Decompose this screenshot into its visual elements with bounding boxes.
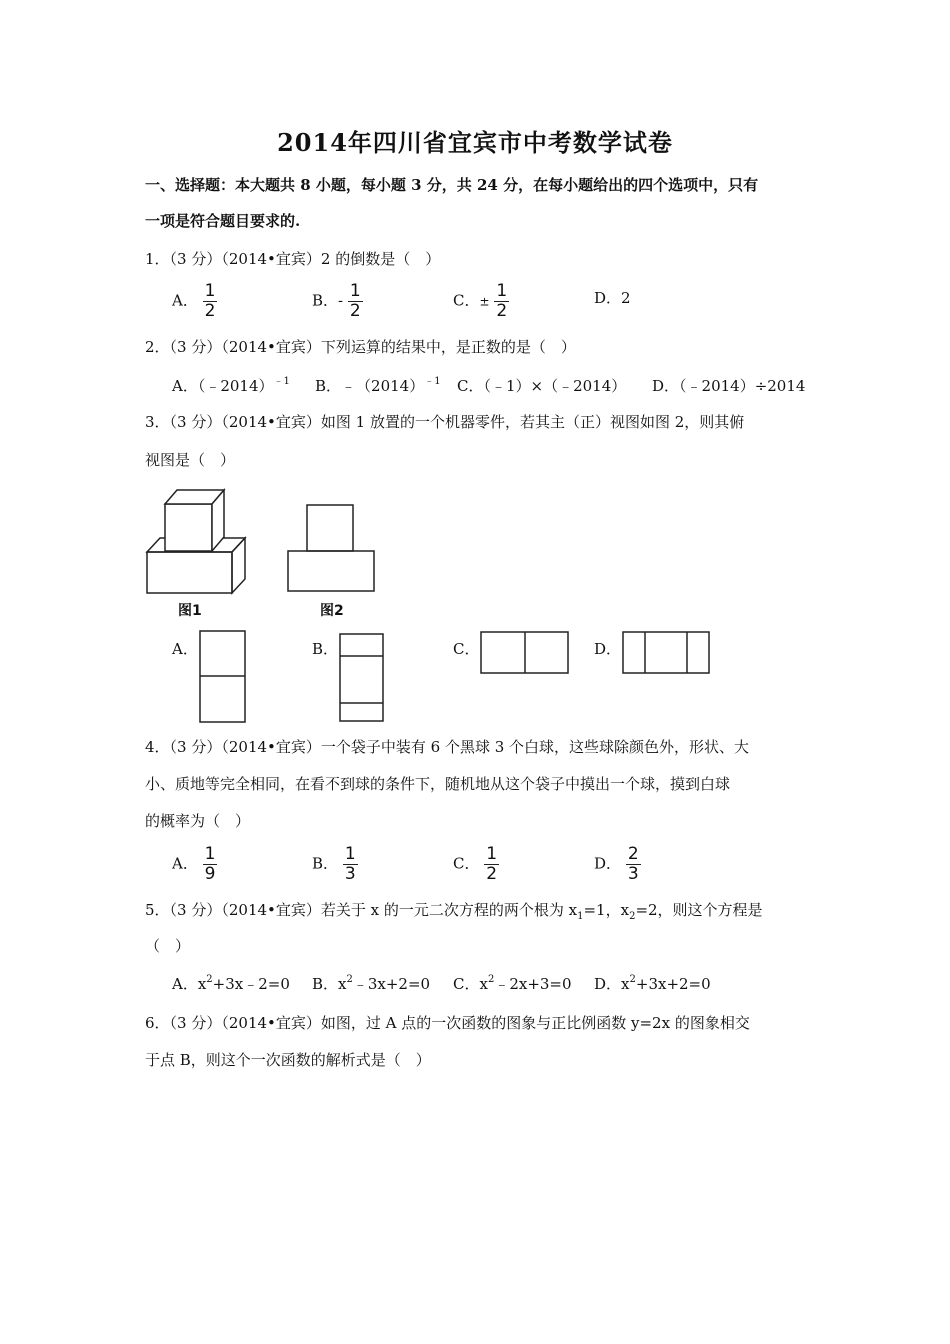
- q5-stem-line2: （ ）: [145, 937, 191, 955]
- q3-option-c-label: C．: [453, 640, 480, 658]
- q1-option-a: A． $\frac{1}{2}$: [172, 281, 216, 321]
- q6-stem-line1: 6．（3 分）（2014•宜宾）如图，过 A 点的一次函数的图象与正比例函数 y=2x 的图象相交: [145, 1014, 750, 1032]
- fraction: $\frac{1}{9}$: [204, 844, 216, 884]
- q4-option-b: B． $\frac{1}{3}$: [312, 844, 356, 884]
- fraction: $\frac{1}{2}$: [349, 281, 361, 321]
- q2-option-d: D．（﹣2014）÷2014: [652, 377, 806, 395]
- q3-option-d-label: D．: [594, 640, 622, 658]
- q5-option-a: A．$x^2+3x﹣2=0$: [172, 974, 290, 993]
- fraction: $\frac{1}{3}$: [344, 844, 356, 884]
- fraction: $\frac{1}{2}$: [486, 844, 498, 884]
- section-heading-line2: 一项是符合题目要求的.: [145, 212, 301, 230]
- figure-1-label: 图1: [178, 603, 202, 619]
- q4-option-d: D． $\frac{2}{3}$: [594, 844, 639, 884]
- q2-option-c: C．（﹣1）×（﹣2014）: [457, 377, 627, 395]
- q3-option-c-figure: [480, 631, 572, 677]
- q3-option-b-figure: [339, 633, 387, 723]
- page-title: 2014年四川省宜宾市中考数学试卷: [277, 128, 673, 157]
- q2-option-b: B．$﹣(2014)^{﹣1}$: [315, 376, 441, 395]
- q4-stem-line2: 小、质地等完全相同，在看不到球的条件下，随机地从这个袋子中摸出一个球，摸到白球: [145, 775, 731, 793]
- q5-option-c: C．$x^2﹣2x+3=0$: [453, 974, 572, 993]
- q3-option-d-figure: [622, 631, 712, 677]
- q4-option-c: C． $\frac{1}{2}$: [453, 844, 498, 884]
- q4-option-a: A． $\frac{1}{9}$: [172, 844, 216, 884]
- q3-option-a-label: A．: [172, 640, 198, 658]
- q1-option-c: C．± $\frac{1}{2}$: [453, 281, 508, 321]
- q2-stem: 2．（3 分）（2014•宜宾）下列运算的结果中，是正数的是（ ）: [145, 338, 576, 356]
- q5-stem-line1: 5．（3 分）（2014•宜宾）若关于 x 的一元二次方程的两个根为 $x_1=1$，$x_2=2$，则这个方程是: [145, 901, 763, 922]
- q2-option-a: A．（﹣2014）$^{﹣1}$: [172, 376, 290, 395]
- q1-stem: 1．（3 分）（2014•宜宾）2 的倒数是（ ）: [145, 250, 441, 268]
- q6-stem-line2: 于点 B，则这个一次函数的解析式是（ ）: [145, 1051, 431, 1069]
- q3-option-b-label: B．: [312, 640, 339, 658]
- figure-2-label: 图2: [320, 603, 344, 619]
- q3-stem-line1: 3．（3 分）（2014•宜宾）如图 1 放置的一个机器零件，若其主（正）视图如图 2，则其俯: [145, 413, 745, 431]
- q4-stem-line1: 4．（3 分）（2014•宜宾）一个袋子中装有 6 个黑球 3 个白球，这些球除颜色外，形状、大: [145, 738, 750, 756]
- q3-option-a-figure: [199, 630, 249, 725]
- q1-option-b: B．- $\frac{1}{2}$: [312, 281, 361, 321]
- q5-option-b: B．$x^2﹣3x+2=0$: [312, 974, 431, 993]
- q4-stem-line3: 的概率为（ ）: [145, 812, 251, 830]
- section-heading-line1: 一、选择题：本大题共 8 小题，每小题 3 分，共 24 分，在每小题给出的四个选项中，只有: [145, 176, 759, 194]
- fraction: $\frac{1}{2}$: [204, 281, 216, 321]
- q5-option-d: D．$x^2+3x+2=0$: [594, 974, 711, 993]
- q3-stem-line2: 视图是（ ）: [145, 451, 236, 469]
- q1-option-d: D．2: [594, 289, 631, 307]
- fraction: $\frac{1}{2}$: [496, 281, 508, 321]
- figure-1-machine-part: [145, 485, 250, 595]
- fraction: $\frac{2}{3}$: [627, 844, 639, 884]
- figure-2-front-view: [287, 503, 377, 593]
